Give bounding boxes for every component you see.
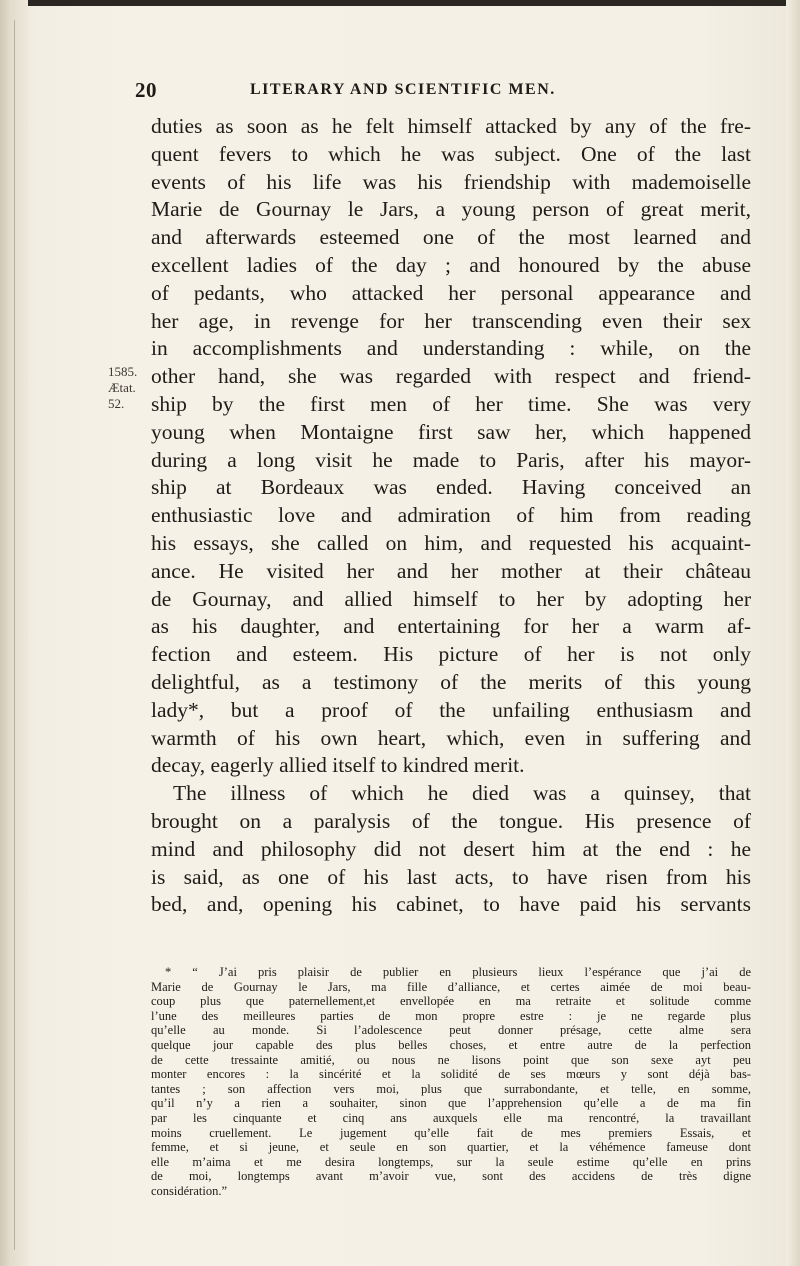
body-line: in accomplishments and understanding : while, on the bbox=[151, 336, 751, 361]
page-number: 20 bbox=[135, 78, 157, 102]
body-line: during a long visit he made to Paris, after his mayor- bbox=[151, 447, 751, 472]
footnote-line: tantes ; son affection vers moi, plus que surrabondante, et telle, en somme, bbox=[151, 1081, 751, 1096]
body-line: her age, in revenge for her transcending even their sex bbox=[151, 308, 751, 333]
body-line: enthusiastic love and admiration of him from reading bbox=[151, 503, 751, 528]
body-line: brought on a paralysis of the tongue. His presence of bbox=[151, 808, 751, 833]
body-line: ship by the first men of her time. She was very bbox=[151, 391, 751, 416]
body-line: decay, eagerly allied itself to kindred merit. bbox=[151, 753, 525, 778]
body-line: young when Montaigne first saw her, which happened bbox=[151, 419, 751, 444]
footnote-line: de cette tressainte amitié, ou nous ne lisons point que son sexe ayt peu bbox=[151, 1052, 751, 1067]
footnote-line: l’une des meilleures parties de mon propre estre : je ne regarde plus bbox=[151, 1008, 751, 1023]
page-edge-right bbox=[786, 0, 800, 1266]
footnote-line: qu’elle au monde. Si l’adolescence peut donner présage, cette alme sera bbox=[151, 1023, 751, 1038]
body-line: of pedants, who attacked her personal appearance and bbox=[151, 280, 751, 305]
footnote-line: monter encores : la sincérité et la solidité de ses mœurs y sont déjà bas- bbox=[151, 1067, 751, 1082]
margin-notes bbox=[108, 364, 148, 412]
body-line: fection and esteem. His picture of her is not only bbox=[151, 642, 751, 667]
footnote-line: qu’il n’y a rien a souhaiter, sinon que l’apprehension qu’elle a de ma fin bbox=[151, 1096, 751, 1111]
body-line: lady*, but a proof of the unfailing enthusiasm and bbox=[151, 697, 751, 722]
binding-line bbox=[14, 20, 15, 1250]
footnote-line: coup plus que paternellement,et envellopée en ma retraite et solitude comme bbox=[151, 994, 751, 1009]
binding-edge bbox=[0, 0, 28, 1266]
body-line: delightful, as a testimony of the merits of this young bbox=[151, 669, 751, 694]
body-line: as his daughter, and entertaining for her a warm af- bbox=[151, 614, 751, 639]
running-title: LITERARY AND SCIENTIFIC MEN. bbox=[250, 81, 556, 98]
footnote-line: elle m’aima et me desira longtemps, sur la seule estime qu’elle en prins bbox=[151, 1154, 751, 1169]
footnote-line: quelque jour capable des plus belles choses, et entre autre de la perfection bbox=[151, 1037, 751, 1052]
footnote-line: de moi, longtemps avant m’avoir vue, sont des accidens de très digne bbox=[151, 1169, 751, 1184]
body-line: Marie de Gournay le Jars, a young person of great merit, bbox=[151, 197, 751, 222]
footnote-line: considération.” bbox=[151, 1183, 228, 1198]
body-line: bed, and, opening his cabinet, to have paid his servants bbox=[151, 892, 751, 917]
margin-note-year: 1585. bbox=[108, 364, 138, 379]
body-line: mind and philosophy did not desert him at the end : he bbox=[151, 836, 751, 861]
footnote-line: Marie de Gournay le Jars, ma fille d’alliance, et certes aimée de moi beau- bbox=[151, 979, 751, 994]
body-line: The illness of which he died was a quinsey, that bbox=[173, 781, 751, 806]
margin-note-aetat: Ætat. bbox=[108, 380, 136, 395]
margin-note-age: 52. bbox=[108, 396, 125, 411]
running-head bbox=[135, 78, 635, 108]
body-line: and afterwards esteemed one of the most learned and bbox=[151, 225, 751, 250]
footnote-line: * “ J’ai pris plaisir de publier en plusieurs lieux l’espérance que j’ai de bbox=[165, 965, 751, 979]
footnote bbox=[151, 965, 751, 1199]
top-border-rule bbox=[0, 0, 800, 6]
body-line: is said, as one of his last acts, to have risen from his bbox=[151, 864, 751, 889]
body-text bbox=[151, 113, 751, 919]
footnote-line: femme, et si jeune, et seule en son quartier, et la véhémence fameuse dont bbox=[151, 1140, 751, 1155]
body-line: ship at Bordeaux was ended. Having conceived an bbox=[151, 475, 751, 500]
body-line: excellent ladies of the day ; and honoured by the abuse bbox=[151, 252, 751, 277]
body-line: other hand, she was regarded with respect and friend- bbox=[151, 364, 751, 389]
body-line: his essays, she called on him, and requested his acquaint- bbox=[151, 530, 751, 555]
body-line: events of his life was his friendship with mademoiselle bbox=[151, 169, 751, 194]
body-line: duties as soon as he felt himself attacked by any of the fre- bbox=[151, 114, 751, 138]
body-line: quent fevers to which he was subject. One of the last bbox=[151, 141, 751, 166]
body-line: ance. He visited her and her mother at their château bbox=[151, 558, 751, 583]
body-line: de Gournay, and allied himself to her by adopting her bbox=[151, 586, 751, 611]
body-line: warmth of his own heart, which, even in suffering and bbox=[151, 725, 751, 750]
footnote-line: par les cinquante et cinq ans auxquels elle ma rencontré, la travaillant bbox=[151, 1110, 751, 1125]
footnote-line: moins cruellement. Le jugement qu’elle fait de mes premiers Essais, et bbox=[151, 1125, 751, 1140]
